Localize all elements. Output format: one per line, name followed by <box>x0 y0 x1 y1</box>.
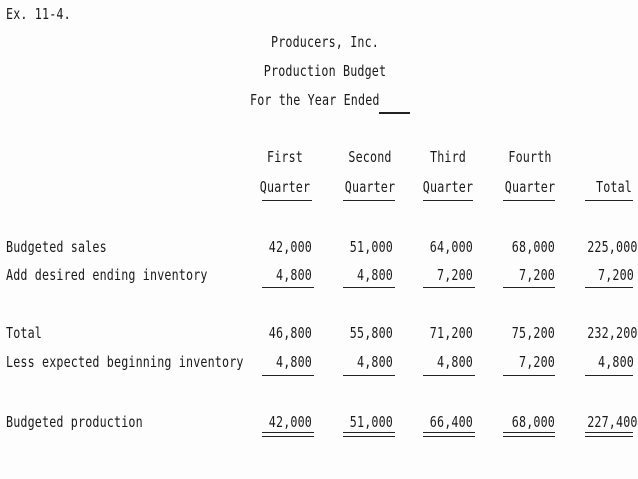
row-label-budgeted-production: Budgeted production <box>6 413 143 431</box>
header-underline <box>503 200 555 201</box>
cell: 42,000 <box>268 413 312 431</box>
cell: 55,800 <box>349 324 393 342</box>
cell: 68,000 <box>511 413 555 431</box>
header-line1: Second <box>348 148 392 166</box>
row-label-total: Total <box>6 324 43 342</box>
sum-underline <box>503 375 555 376</box>
cell: 51,000 <box>349 238 393 256</box>
row-label-beginning-inventory: Less expected beginning inventory <box>6 353 244 371</box>
report-title: Production Budget <box>263 62 387 80</box>
header-first-quarter <box>250 148 320 196</box>
header-line2: Quarter <box>259 178 311 196</box>
header-underline <box>343 200 395 201</box>
row-label-desired-ending-inventory: Add desired ending inventory <box>6 266 208 284</box>
cell: 51,000 <box>349 413 393 431</box>
header-line2: Quarter <box>422 178 474 196</box>
exercise-label: Ex. 11-4. <box>6 5 71 23</box>
double-underline <box>262 432 314 437</box>
cell: 4,800 <box>356 353 393 371</box>
header-line1: Fourth <box>508 148 552 166</box>
sum-underline <box>503 287 555 288</box>
cell: 4,800 <box>275 266 312 284</box>
header-total: Total <box>595 178 632 196</box>
cell: 7,200 <box>597 266 634 284</box>
cell: 4,800 <box>275 353 312 371</box>
cell: 64,000 <box>429 238 473 256</box>
sum-underline <box>343 375 395 376</box>
cell: 225,000 <box>587 238 638 256</box>
header-line1: Third <box>429 148 467 166</box>
cell: 46,800 <box>268 324 312 342</box>
sum-underline <box>262 287 314 288</box>
header-second-quarter <box>335 148 405 196</box>
double-underline <box>423 432 475 437</box>
sum-underline <box>423 287 475 288</box>
cell: 4,800 <box>356 266 393 284</box>
cell: 4,800 <box>597 353 634 371</box>
sum-underline <box>343 287 395 288</box>
cell: 4,800 <box>436 353 473 371</box>
double-underline <box>503 432 555 437</box>
cell: 71,200 <box>429 324 473 342</box>
double-underline <box>585 432 633 437</box>
cell: 68,000 <box>511 238 555 256</box>
header-underline <box>585 200 633 201</box>
sum-underline <box>262 375 314 376</box>
cell: 7,200 <box>436 266 473 284</box>
header-line1: First <box>266 148 304 166</box>
header-underline <box>262 200 312 201</box>
header-fourth-quarter <box>495 148 565 196</box>
cell: 66,400 <box>429 413 473 431</box>
header-line2: Quarter <box>344 178 396 196</box>
cell: 232,200 <box>587 324 638 342</box>
sum-underline <box>585 375 633 376</box>
sum-underline <box>423 375 475 376</box>
header-third-quarter <box>413 148 483 196</box>
row-label-budgeted-sales: Budgeted sales <box>6 238 107 256</box>
period-heading: For the Year Ended <box>250 91 380 109</box>
cell: 7,200 <box>518 353 555 371</box>
period-blank-line <box>379 112 410 114</box>
cell: 75,200 <box>511 324 555 342</box>
company-name: Producers, Inc. <box>270 33 380 51</box>
cell: 42,000 <box>268 238 312 256</box>
double-underline <box>343 432 395 437</box>
header-line2: Quarter <box>504 178 556 196</box>
cell: 227,400 <box>587 413 638 431</box>
cell: 7,200 <box>518 266 555 284</box>
sum-underline <box>585 287 633 288</box>
header-underline <box>423 200 473 201</box>
